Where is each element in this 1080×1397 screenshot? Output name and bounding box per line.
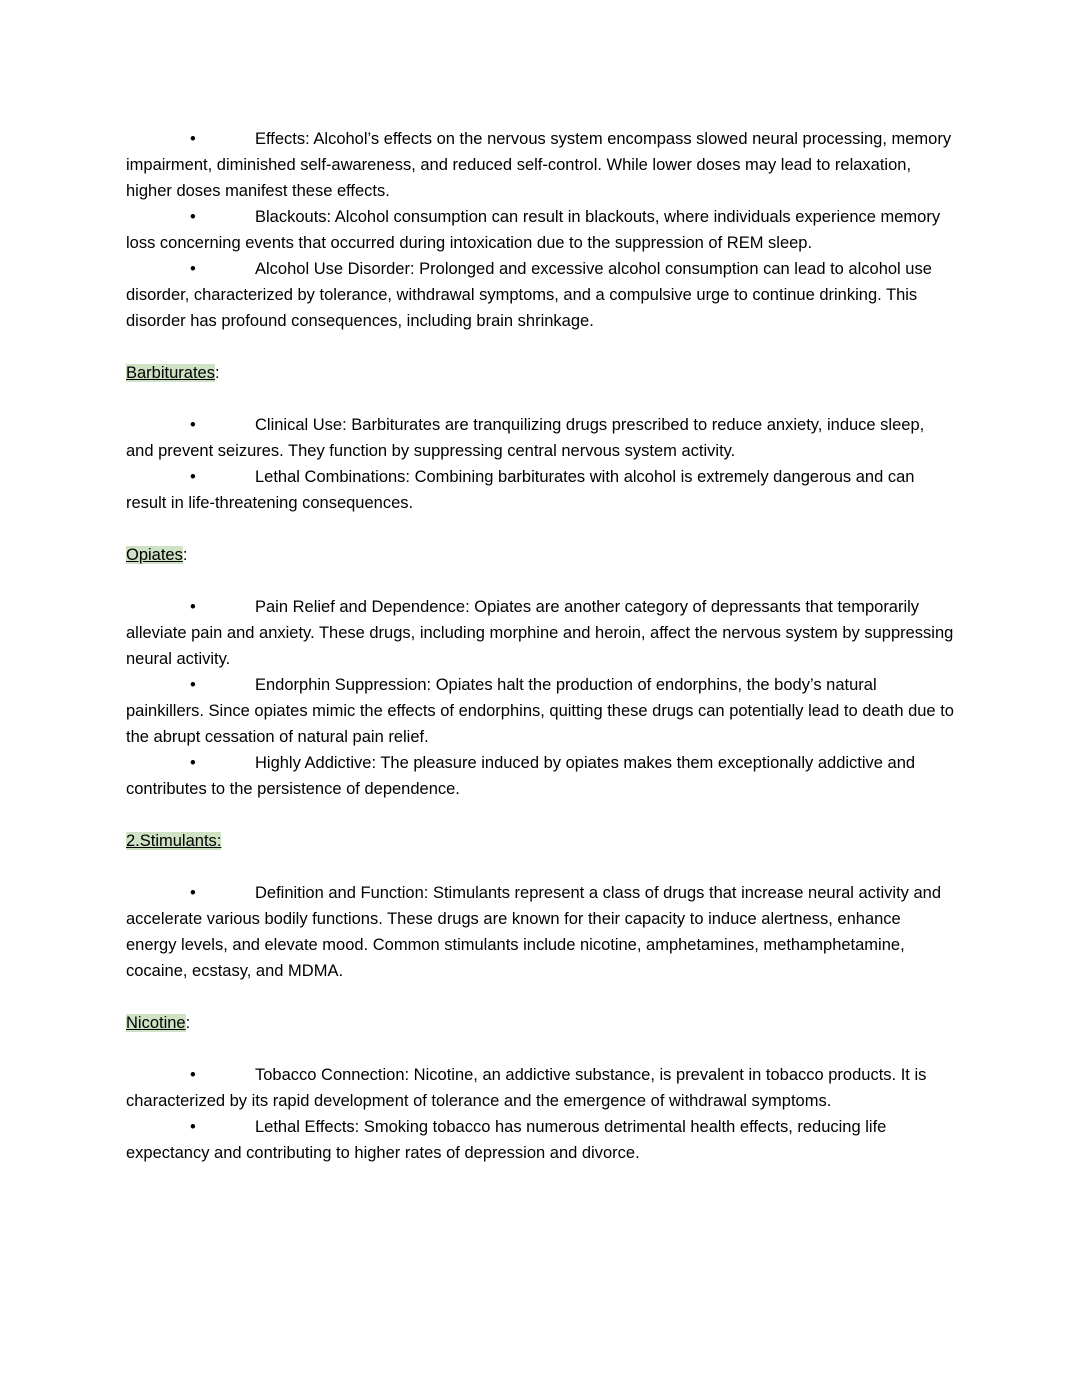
bullet-marker: • (190, 416, 196, 434)
bullet-marker: • (190, 208, 196, 226)
bullet-paragraph (126, 126, 954, 204)
bullet-paragraph-text: Tobacco Connection: Nicotine, an addictive substance, is prevalent in tobacco products. It is characterized by its rapid development of tolerance and the emergence of withdrawal symptoms. (126, 1066, 927, 1110)
section-heading-highlight: Barbiturates (126, 364, 215, 382)
section-heading-suffix: : (185, 1014, 191, 1032)
section-heading-highlight: Opiates (126, 546, 183, 564)
section-heading-suffix: : (182, 546, 188, 564)
bullet-paragraph (126, 672, 954, 750)
bullet-paragraph-text: Endorphin Suppression: Opiates halt the production of endorphins, the body’s natural painkillers. Since opiates mimic the effects of endorphins, quitting these drugs can potentially lead to death due to the abrupt cessation of natural pain relief. (126, 676, 954, 746)
bullet-paragraph (126, 594, 954, 672)
bullet-paragraph (126, 464, 954, 516)
bullet-marker: • (190, 468, 196, 486)
bullet-paragraph (126, 256, 954, 334)
bullet-paragraph-text: Lethal Combinations: Combining barbiturates with alcohol is extremely dangerous and can result in life-threatening consequences. (126, 468, 915, 512)
bullet-marker: • (190, 754, 196, 772)
bullet-paragraph-text: Definition and Function: Stimulants represent a class of drugs that increase neural activity and accelerate various bodily functions. These drugs are known for their capacity to induce alertness, enhance energy levels, and elevate mood. Common stimulants include nicotine, amphetamines, methamphetamine, cocaine, ecstasy, and MDMA. (126, 884, 942, 980)
bullet-marker: • (190, 676, 196, 694)
bullet-marker: • (190, 1118, 196, 1136)
bullet-paragraph-text: Highly Addictive: The pleasure induced by opiates makes them exceptionally addictive and contributes to the persistence of dependence. (126, 754, 916, 798)
bullet-paragraph (126, 204, 954, 256)
section-heading-highlight: 2.Stimulants: (126, 832, 222, 850)
document-content (126, 126, 954, 1166)
section-heading-highlight: Nicotine (126, 1014, 186, 1032)
bullet-paragraph (126, 1114, 954, 1166)
bullet-marker: • (190, 260, 196, 278)
bullet-paragraph-text: Alcohol Use Disorder: Prolonged and excessive alcohol consumption can lead to alcohol use disorder, characterized by tolerance, withdrawal symptoms, and a compulsive urge to continue drinking. This disorder has profound consequences, including brain shrinkage. (126, 260, 932, 330)
bullet-paragraph (126, 412, 954, 464)
section-heading-barbiturates (126, 360, 954, 386)
bullet-marker: • (190, 1066, 196, 1084)
bullet-paragraph (126, 750, 954, 802)
bullet-paragraph-text: Effects: Alcohol’s effects on the nervous system encompass slowed neural processing, memory impairment, diminished self-awareness, and reduced self-control. While lower doses may lead to relaxation, higher doses manifest these effects. (126, 130, 952, 200)
section-heading-suffix: : (214, 364, 220, 382)
bullet-paragraph-text: Lethal Effects: Smoking tobacco has numerous detrimental health effects, reducing life expectancy and contributing to higher rates of depression and divorce. (126, 1118, 887, 1162)
bullet-paragraph-text: Blackouts: Alcohol consumption can result in blackouts, where individuals experience memory loss concerning events that occurred during intoxication due to the suppression of REM sleep. (126, 208, 941, 252)
bullet-paragraph-text: Pain Relief and Dependence: Opiates are another category of depressants that temporarily alleviate pain and anxiety. These drugs, including morphine and heroin, affect the nervous system by suppressing neural activity. (126, 598, 954, 668)
bullet-marker: • (190, 598, 196, 616)
bullet-marker: • (190, 884, 196, 902)
bullet-paragraph (126, 880, 954, 984)
section-heading-stimulants (126, 828, 954, 854)
section-heading-nicotine (126, 1010, 954, 1036)
bullet-marker: • (190, 130, 196, 148)
bullet-paragraph (126, 1062, 954, 1114)
bullet-paragraph-text: Clinical Use: Barbiturates are tranquilizing drugs prescribed to reduce anxiety, induce sleep, and prevent seizures. They function by suppressing central nervous system activity. (126, 416, 925, 460)
section-heading-opiates (126, 542, 954, 568)
